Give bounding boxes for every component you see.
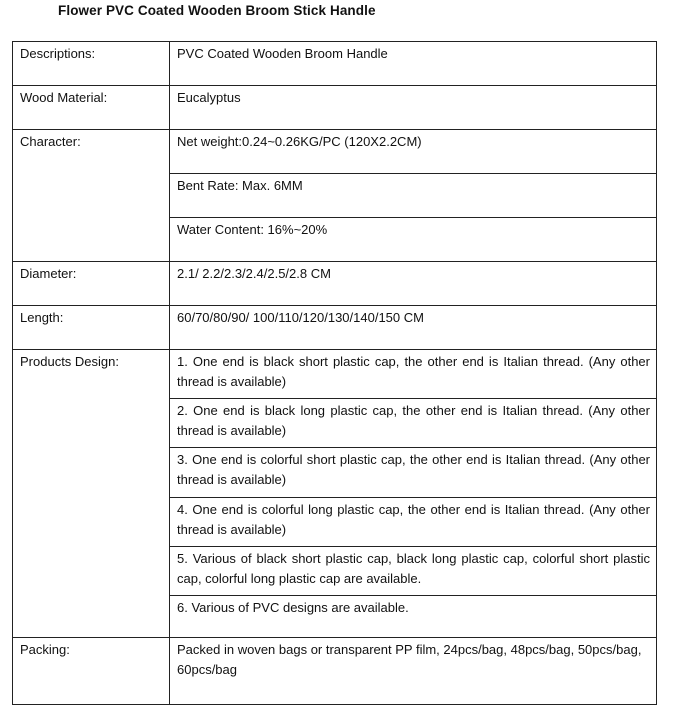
table-row — [13, 130, 657, 174]
descriptions-label: Descriptions: — [13, 42, 170, 86]
packing-value: Packed in woven bags or transparent PP film, 24pcs/bag, 48pcs/bag, 50pcs/bag, 60pcs/bag — [170, 638, 657, 705]
length-value: 60/70/80/90/ 100/110/120/130/140/150 CM — [170, 306, 657, 350]
design-option-5: 5. Various of black short plastic cap, black long plastic cap, colorful short plastic cap, colorful long plastic cap are available. — [170, 547, 657, 596]
diameter-label: Diameter: — [13, 262, 170, 306]
products-design-label: Products Design: — [13, 350, 170, 638]
spec-table — [12, 41, 657, 705]
table-row — [13, 42, 657, 86]
document-title: Flower PVC Coated Wooden Broom Stick Handle — [58, 3, 376, 18]
design-option-2: 2. One end is black long plastic cap, the other end is Italian thread. (Any other thread is available) — [170, 399, 657, 448]
character-label: Character: — [13, 130, 170, 262]
diameter-value: 2.1/ 2.2/2.3/2.4/2.5/2.8 CM — [170, 262, 657, 306]
design-option-1: 1. One end is black short plastic cap, the other end is Italian thread. (Any other thread is available) — [170, 350, 657, 399]
table-row — [13, 262, 657, 306]
table-row — [13, 86, 657, 130]
design-option-3: 3. One end is colorful short plastic cap, the other end is Italian thread. (Any other thread is available) — [170, 448, 657, 498]
table-row — [13, 306, 657, 350]
design-option-6: 6. Various of PVC designs are available. — [170, 596, 657, 638]
table-row — [13, 350, 657, 399]
wood-material-value: Eucalyptus — [170, 86, 657, 130]
table-row — [13, 638, 657, 705]
length-label: Length: — [13, 306, 170, 350]
character-value-2: Bent Rate: Max. 6MM — [170, 174, 657, 218]
descriptions-value: PVC Coated Wooden Broom Handle — [170, 42, 657, 86]
wood-material-label: Wood Material: — [13, 86, 170, 130]
character-value-1: Net weight:0.24~0.26KG/PC (120X2.2CM) — [170, 130, 657, 174]
design-option-4: 4. One end is colorful long plastic cap, the other end is Italian thread. (Any other thread is available) — [170, 498, 657, 547]
character-value-3: Water Content: 16%~20% — [170, 218, 657, 262]
packing-label: Packing: — [13, 638, 170, 705]
